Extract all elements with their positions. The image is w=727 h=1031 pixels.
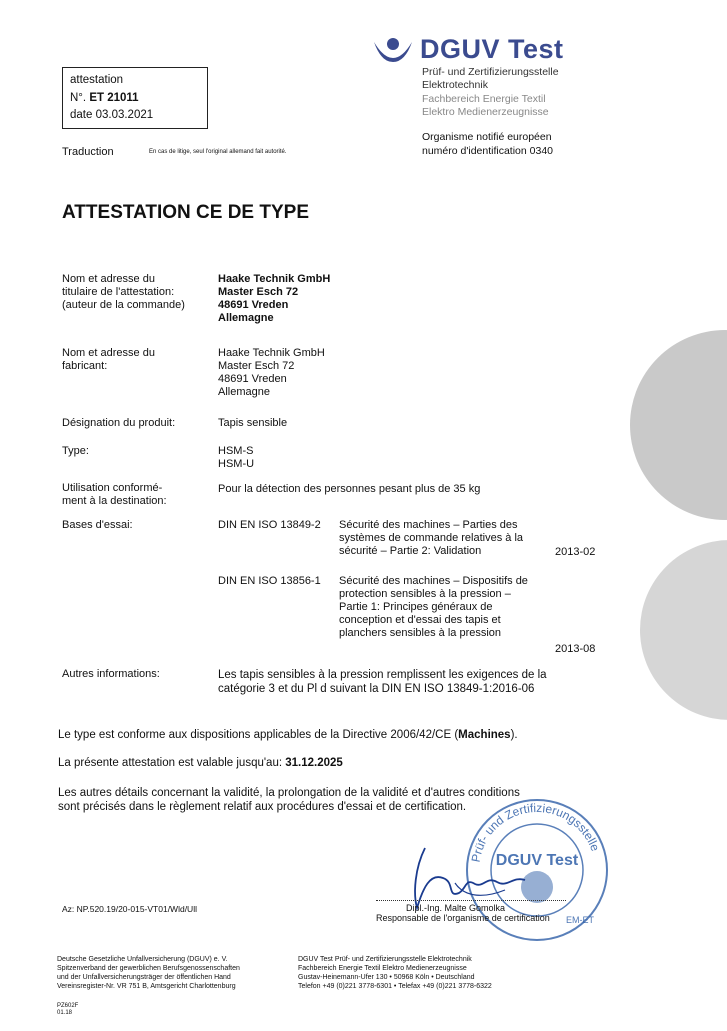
translation-note: En cas de litige, seul l'original allemand fait autorité. [149,149,287,155]
use-value: Pour la détection des personnes pesant plus de 35 kg [218,483,481,495]
signatory-name: Dipl.-Ing. Malte Gomolka [406,903,506,913]
notified-number: numéro d'identification 0340 [422,145,554,157]
conformity-directive: Machines [458,729,511,741]
signature-line [376,900,566,901]
validity-statement [58,756,343,770]
std1-code: DIN EN ISO 13849-2 [218,519,321,531]
watermark-circle-top [630,330,727,520]
manufacturer-label: Nom et adresse du fabricant: [62,347,155,372]
form-code: PZ602F 01.18 [57,1003,79,1016]
validity-text: La présente attestation est valable jusqu'au: [58,757,286,769]
footer-left: Deutsche Gesetzliche Unfallversicherung (DGUV) e. V. Spitzenverband der gewerblichen Berufsgenossenschaften und der Unfallversicherungsträger der öffentlichen Hand Vereinsregister-Nr. VR 751 B, Amtsgericht Charlottenburg [57,956,240,990]
std2-code: DIN EN ISO 13856-1 [218,575,321,587]
stamp-code: EM-ET [566,915,594,925]
logo-line1: Prüf- und Zertifizierungsstelle [422,66,559,78]
basis-label: Bases d'essai: [62,519,133,531]
manufacturer-value: Haake Technik GmbH Master Esch 72 48691 Vreden Allemagne [218,347,325,398]
product-value: Tapis sensible [218,417,288,429]
std2-text: Sécurité des machines – Dispositifs de protection sensibles à la pression – Partie 1: Principes généraux de conception et d'essai des tapis et planchers sensibles à la pression [339,575,528,639]
conformity-statement [58,728,518,742]
conformity-end: ). [510,729,518,741]
logo-name: DGUV Test [420,34,564,64]
stamp-center-text: DGUV Test [495,852,579,869]
logo-line3: Fachbereich Energie Textil [422,93,546,105]
holder-value: Haake Technik GmbH Master Esch 72 48691 Vreden Allemagne [218,273,331,324]
translation-label: Traduction [62,146,114,158]
signatory-role: Responsable de l'organisme de certification [376,913,550,923]
reference-number: Az: NP.520.19/20-015-VT01/Wld/Ull [62,904,197,914]
attestation-date: date 03.03.2021 [70,109,154,121]
holder-label: Nom et adresse du titulaire de l'attestation: (auteur de la commande) [62,273,185,311]
other-value: Les tapis sensibles à la pression remplissent les exigences de la catégorie 3 et du Pl d suivant la DIN EN ISO 13849-1:2016-06 [218,669,547,695]
other-label: Autres informations: [62,668,160,680]
details-statement: Les autres détails concernant la validité, la prolongation de la validité et d'autres conditions sont précisés dans le règlement relatif aux procédures d'essai et de certification. [58,787,520,813]
dguv-logo-icon [372,36,414,66]
notified-body: Organisme notifié européen [422,131,552,143]
type-value: HSM-S HSM-U [218,445,255,470]
std1-year: 2013-02 [555,546,596,558]
validity-date: 31.12.2025 [285,757,343,769]
product-label: Désignation du produit: [62,417,176,429]
attestation-number [70,92,139,104]
attestation-label: attestation [70,74,124,86]
page-title: ATTESTATION CE DE TYPE [62,202,310,223]
type-label: Type: [62,445,89,457]
conformity-text: Le type est conforme aux dispositions applicables de la Directive 2006/42/CE ( [58,729,459,741]
number-value: ET 21011 [89,92,139,104]
std1-text: Sécurité des machines – Parties des systèmes de commande relatives à la sécurité – Partie 2: Validation [339,519,524,557]
footer-right: DGUV Test Prüf- und Zertifizierungsstelle Elektrotechnik Fachbereich Energie Textil Elektro Medienerzeugnisse Gustav-Heinemann-Ufer 130 • 50968 Köln • Deutschland Telefon +49 (0)221 3778-6301 • Telefax +49 (0)221 3778-6322 [298,956,492,990]
logo-line2: Elektrotechnik [422,79,488,91]
attestation-box [62,67,208,129]
stamp-ring-text: Prüf- und Zertifizierungsstelle [468,800,603,864]
std2-year: 2013-08 [555,643,596,655]
watermark-circle-bottom [640,540,727,720]
number-prefix: N°. [70,92,87,104]
use-label: Utilisation conformé- ment à la destination: [62,482,167,507]
logo-line4: Elektro Medienerzeugnisse [422,106,549,118]
